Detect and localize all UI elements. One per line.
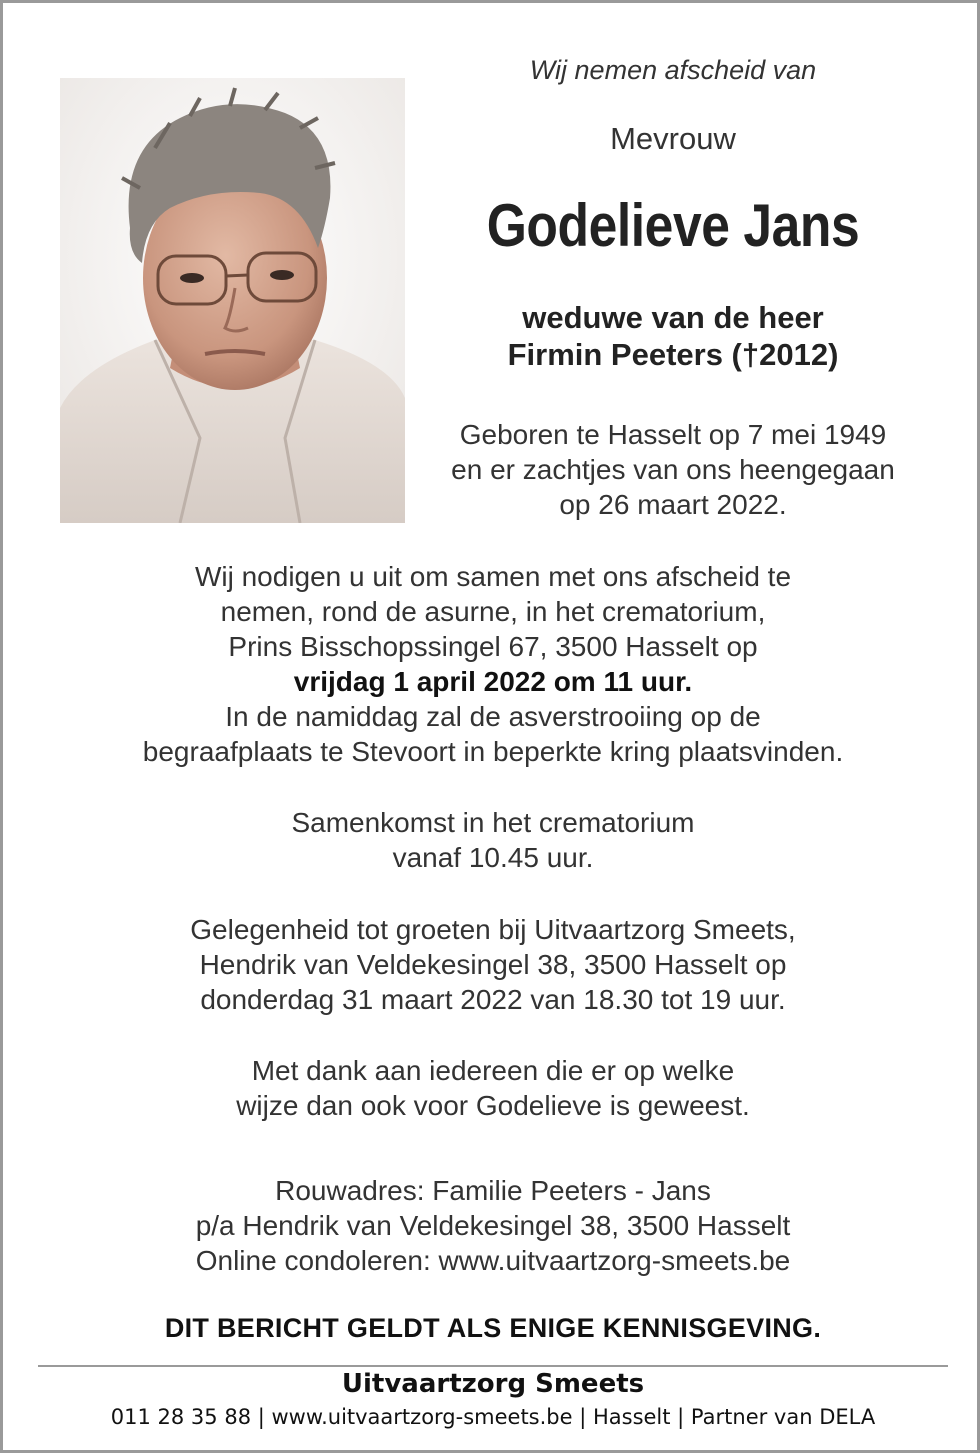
greeting-line: Gelegenheid tot groeten bij Uitvaartzorg Smeets,: [190, 914, 796, 945]
condolence-link[interactable]: Online condoleren: www.uitvaartzorg-smeets.be: [195, 1245, 791, 1276]
address-line: Rouwadres: Familie Peeters - Jans: [275, 1175, 711, 1206]
intro-text: Wij nemen afscheid van: [529, 55, 817, 85]
deceased-name: Godelieve Jans: [486, 192, 860, 259]
greeting-block: [43, 912, 943, 1017]
thanks-block: [43, 1053, 943, 1123]
greeting-line: Hendrik van Veldekesingel 38, 3500 Hasselt op: [199, 949, 787, 980]
ceremony-date: vrijdag 1 april 2022 om 11 uur.: [293, 666, 693, 697]
funeral-company-name: Uitvaartzorg Smeets: [341, 1369, 645, 1399]
birth-line: en er zachtjes van ons heengegaan: [451, 454, 895, 485]
honorific: Mevrouw: [610, 121, 736, 156]
gathering-block: [43, 805, 943, 875]
relation-text: [423, 299, 923, 373]
gathering-line: Samenkomst in het crematorium: [291, 807, 695, 838]
relation-line: Firmin Peeters (†2012): [507, 337, 839, 372]
notice-text: DIT BERICHT GELDT ALS ENIGE KENNISGEVING.: [164, 1313, 822, 1343]
invitation-line: nemen, rond de asurne, in het crematorium,: [220, 596, 766, 627]
thanks-line: wijze dan ook voor Godelieve is geweest.: [236, 1090, 750, 1121]
invitation-line: begraafplaats te Stevoort in beperkte kring plaatsvinden.: [142, 736, 844, 767]
footer-divider: [38, 1365, 948, 1367]
birth-line: op 26 maart 2022.: [559, 489, 787, 520]
invitation-line: In de namiddag zal de asverstrooiing op de: [225, 701, 761, 732]
funeral-company-info: 011 28 35 88 | www.uitvaartzorg-smeets.be | Hasselt | Partner van DELA: [110, 1405, 876, 1429]
portrait-photo: [60, 78, 405, 523]
invitation-line: Wij nodigen u uit om samen met ons afscheid te: [194, 561, 792, 592]
gathering-line: vanaf 10.45 uur.: [392, 842, 594, 873]
birth-line: Geboren te Hasselt op 7 mei 1949: [459, 419, 887, 450]
invitation-line: Prins Bisschopssingel 67, 3500 Hasselt op: [228, 631, 758, 662]
relation-line: weduwe van de heer: [522, 300, 824, 335]
thanks-line: Met dank aan iedereen die er op welke: [251, 1055, 735, 1086]
invitation-block: [43, 559, 943, 769]
address-line: p/a Hendrik van Veldekesingel 38, 3500 Hasselt: [195, 1210, 791, 1241]
address-block: [43, 1173, 943, 1278]
birth-death-text: [423, 417, 923, 522]
greeting-line: donderdag 31 maart 2022 van 18.30 tot 19 uur.: [200, 984, 786, 1015]
